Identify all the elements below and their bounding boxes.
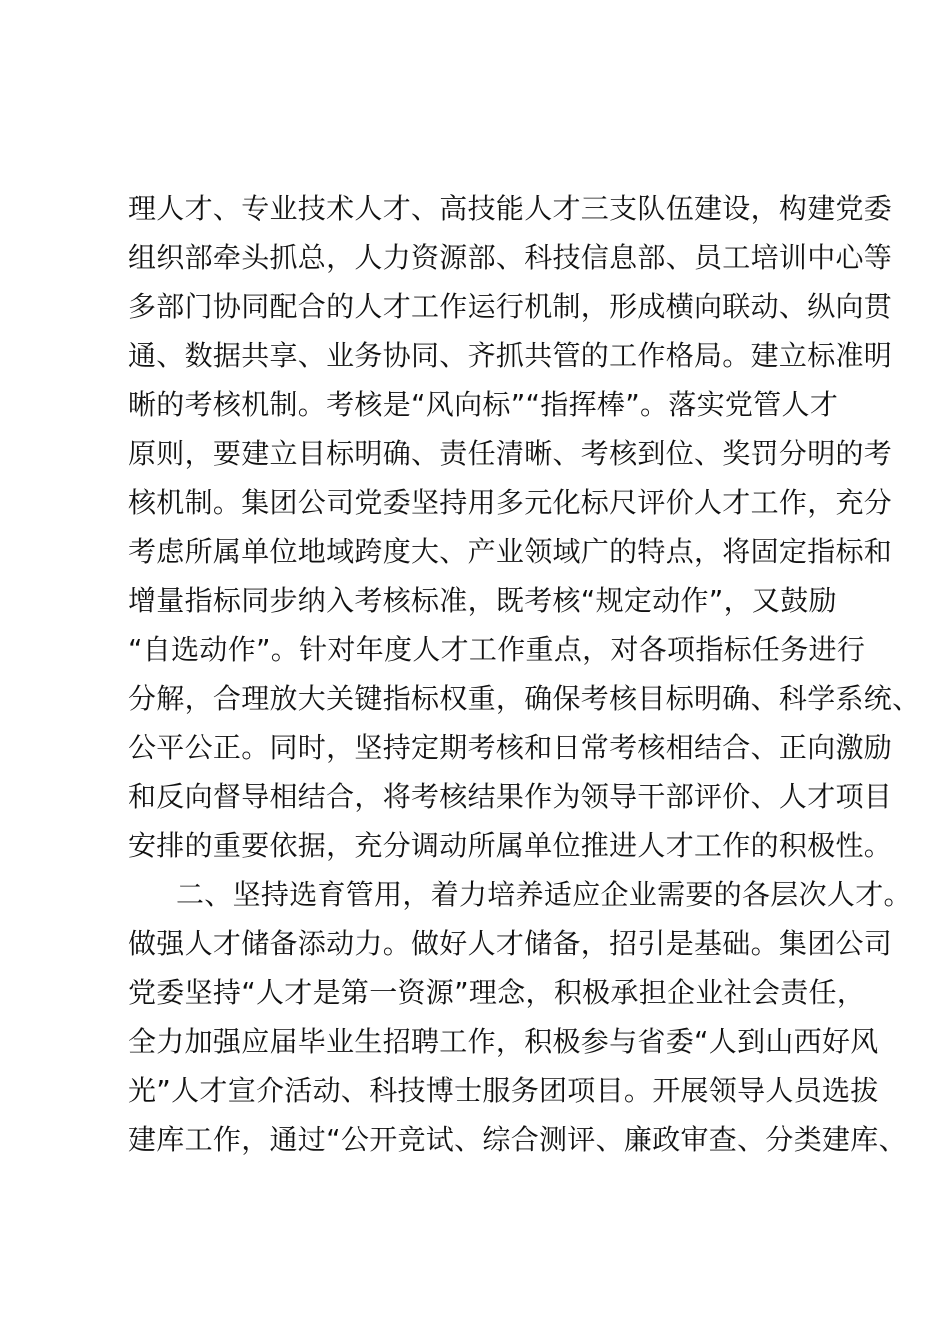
text-line: 全力加强应届毕业生招聘工作，积极参与省委“人到山西好风 (128, 1025, 879, 1058)
text-line: 党委坚持“人才是第一资源”理念，积极承担企业社会责任， (128, 976, 866, 1009)
text-line: 考虑所属单位地域跨度大、产业领域广的特点，将固定指标和 (128, 535, 893, 568)
text-line: 安排的重要依据，充分调动所属单位推进人才工作的积极性。 (128, 829, 893, 862)
text-line: 晰的考核机制。考核是“风向标”“指挥棒”。落实党管人才 (128, 388, 839, 421)
text-line: 多部门协同配合的人才工作运行机制，形成横向联动、纵向贯 (128, 290, 893, 323)
text-line: 通、数据共享、业务协同、齐抓共管的工作格局。建立标准明 (128, 339, 893, 372)
text-line: 和反向督导相结合，将考核结果作为领导干部评价、人才项目 (128, 780, 893, 813)
text-line: 核机制。集团公司党委坚持用多元化标尺评价人才工作，充分 (128, 486, 893, 519)
text-line: “自选动作”。针对年度人才工作重点，对各项指标任务进行 (128, 633, 866, 666)
text-line: 做强人才储备添动力。做好人才储备，招引是基础。集团公司 (128, 927, 893, 960)
body-text (128, 184, 921, 1164)
text-line: 建库工作，通过“公开竞试、综合测评、廉政审查、分类建库、 (128, 1123, 907, 1156)
text-line: 分解，合理放大关键指标权重，确保考核目标明确、科学系统、 (128, 682, 921, 715)
text-line: 原则，要建立目标明确、责任清晰、考核到位、奖罚分明的考 (128, 437, 893, 470)
text-line: 组织部牵头抓总，人力资源部、科技信息部、员工培训中心等 (128, 241, 893, 274)
text-line: 增量指标同步纳入考核标准，既考核“规定动作”，又鼓励 (128, 584, 837, 617)
section-heading-line: 二、坚持选育管用，着力培养适应企业需要的各层次人才。 (176, 878, 912, 911)
text-line: 理人才、专业技术人才、高技能人才三支队伍建设，构建党委 (128, 192, 893, 225)
text-line: 公平公正。同时，坚持定期考核和日常考核相结合、正向激励 (128, 731, 893, 764)
text-line: 光”人才宣介活动、科技博士服务团项目。开展领导人员选拔 (128, 1074, 879, 1107)
